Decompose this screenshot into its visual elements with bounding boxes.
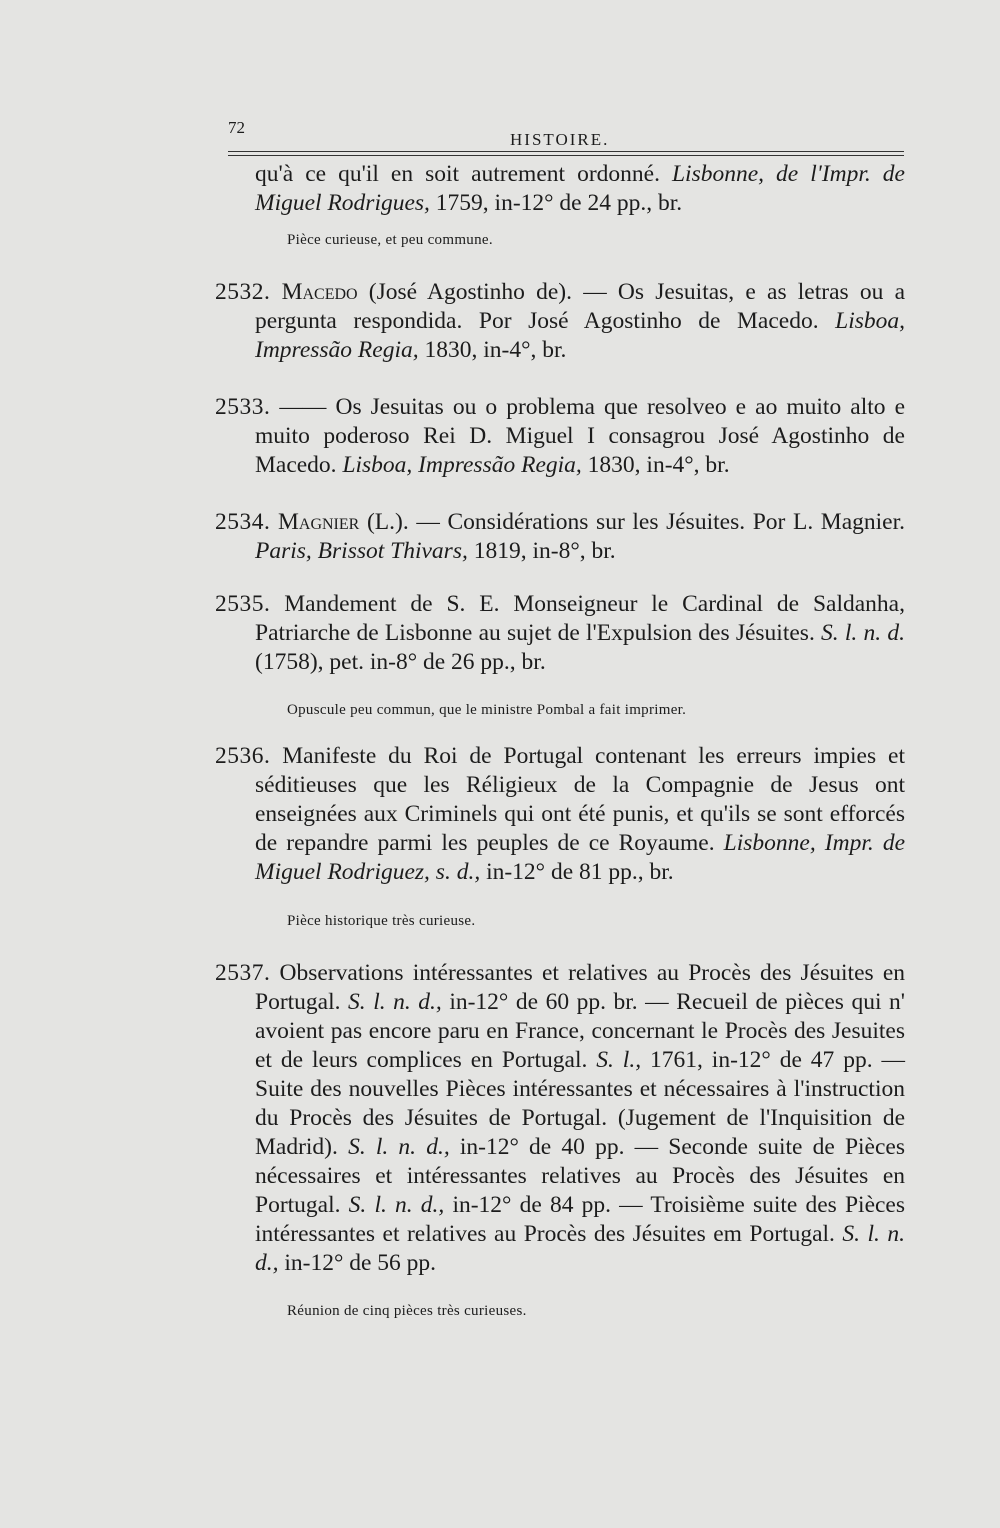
page-number: 72 [228,118,245,137]
entry-2533 [215,393,905,480]
page-body [215,160,905,1321]
entry-note: Réunion de cinq pièces très curieuses. [287,1303,527,1319]
entry-tail: 1819, in-8°, br. [467,538,616,564]
entry-2536 [215,742,905,887]
continuation-paragraph [215,160,905,218]
entry-2532 [215,278,905,365]
entry-2534 [215,508,905,566]
entry-imprint: Lisboa, Impressão Regia, [255,308,905,363]
continuation-imprint: Lisbonne, de l'Impr. de Miguel Rodrigues, [255,161,905,216]
entry-note: Pièce historique très curieuse. [287,912,476,929]
entry-tail: 1761, in-12° de 47 pp. — Suite des nouvelles Pièces intéressantes et nécessaires à l'instruction du Procès des Jésuites de Portugal. (Jugement de l'Inquisition de Madrid). [255,1046,906,1160]
entry-imprint: S. l., [596,1046,642,1073]
entry-imprint: S. l. n. d., [348,1191,445,1218]
header-rule-double [228,155,904,156]
entry-tail: in-12° de 60 pp. br. — Recueil de pièces qui n' avoient pas encore paru en France, concernant le Procès des Jesuites et de leurs complices en Portugal. [255,988,906,1073]
entry-tail: in-12° de 81 pp., br. [480,859,674,885]
entry-body: (L.). — Considérations sur les Jésuites. Por L. Magnier. [359,509,905,535]
entry-imprint: S. l. n. d., [348,988,442,1015]
entry-number: 2537. [215,959,271,986]
entry-author: Magnier [278,509,360,535]
continuation-note: Pièce curieuse, et peu commune. [287,232,493,248]
entry-number: 2536. [215,743,271,769]
entry-imprint: S. l. n. d., [255,1220,905,1276]
header-rule [228,151,904,152]
entry-number: 2532. [215,279,271,305]
entry-number: 2534. [215,509,271,535]
entry-imprint: Lisbonne, Impr. de Miguel Rodriguez, s. d., [255,830,905,885]
running-title: HISTOIRE. [510,130,610,149]
entry-body: —— Os Jesuitas ou o problema que resolveo e ao muito alto e muito poderoso Rei D. Miguel I consagrou José Agostinho de Macedo. [255,394,905,478]
entry-imprint: Paris, Brissot Thivars, [255,538,468,564]
entry-2535 [215,590,905,677]
entry-number: 2533. [215,394,271,420]
entry-number: 2535. [215,590,271,617]
continuation-text-tail: 1759, in-12° de 24 pp., br. [429,190,683,216]
entry-2537 [215,959,905,1278]
entry-tail: (1758), pet. in-8° de 26 pp., br. [255,648,546,675]
entry-tail: in-12° de 84 pp. — Troisième suite des Pièces intéressantes et relatives au Procès des Jésuites em Portugal. [255,1191,906,1247]
entry-body: Manifeste du Roi de Portugal contenant les erreurs impies et séditieuses que les Réligieux de la Compagnie de Jesus ont enseignées aux Criminels qui ont été punis, et qu'ils se sont efforcés de repandre parmi les peuples de ce Royaume. [255,743,905,856]
entry-tail: 1830, in-4°, br. [418,337,567,363]
continuation-text: qu'à ce qu'il en soit autrement ordonné. [255,161,672,187]
entry-imprint: Lisboa, Impressão Regia, [342,452,582,478]
entry-imprint: S. l. n. d. [821,619,906,646]
entry-body: Observations intéressantes et relatives au Procès des Jésuites en Portugal. [255,959,905,1015]
entry-body: (José Agostinho de). — Os Jesuitas, e as letras ou a pergunta respondida. Por José Agostinho de Macedo. [255,279,905,334]
entry-author: Macedo [281,279,358,305]
entry-tail: 1830, in-4°, br. [581,452,730,478]
entry-body: Mandement de S. E. Monseigneur le Cardinal de Saldanha, Patriarche de Lisbonne au sujet de l'Expulsion des Jésuites. [255,590,905,646]
entry-imprint: S. l. n. d., [348,1133,450,1160]
entry-tail: in-12° de 56 pp. [278,1249,437,1276]
entry-tail: in-12° de 40 pp. — Seconde suite de Pièces nécessaires et intéressantes relatives au Procès des Jésuites en Portugal. [255,1133,905,1218]
entry-note: Opuscule peu commun, que le ministre Pombal a fait imprimer. [287,702,687,718]
